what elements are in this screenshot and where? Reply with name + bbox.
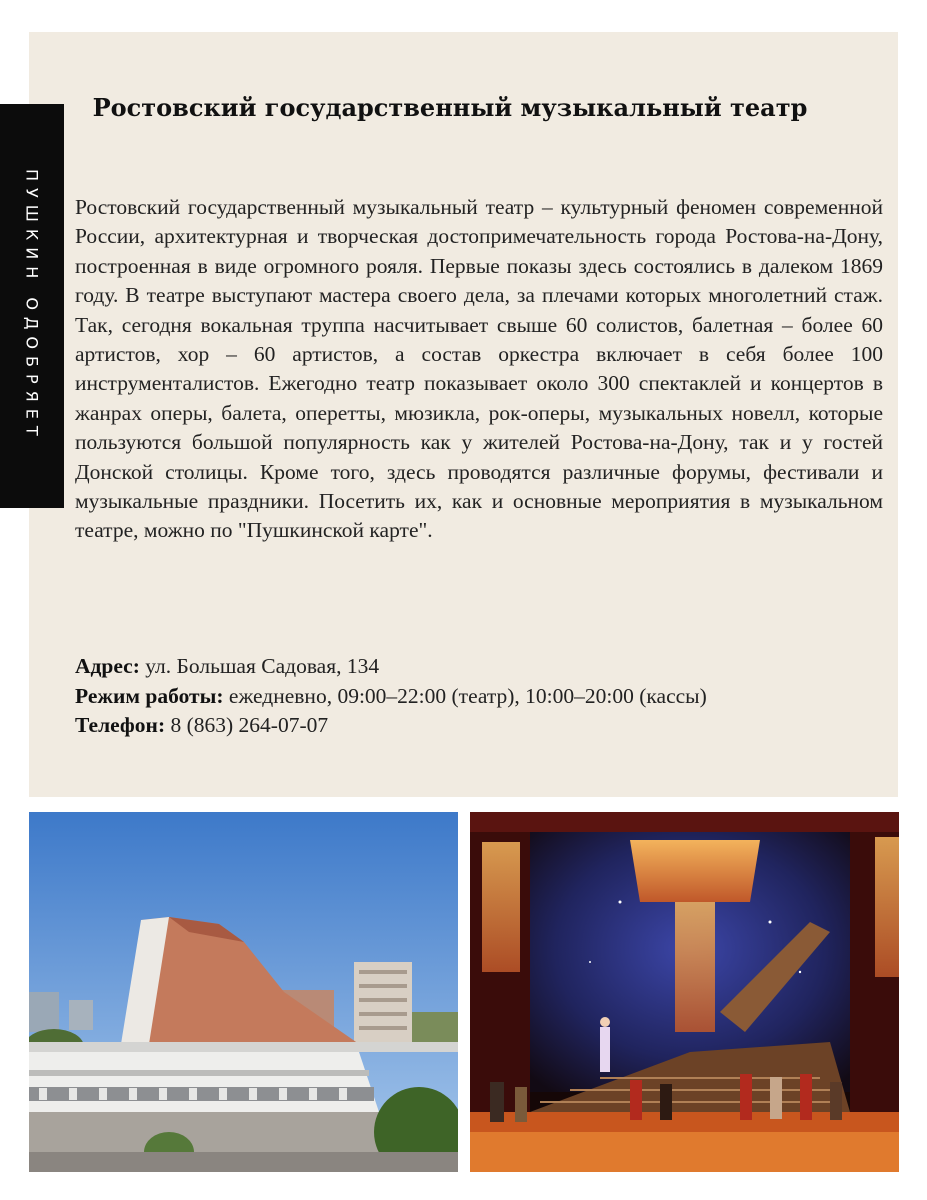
hours-label: Режим работы: (75, 683, 224, 708)
hours-row (75, 682, 895, 712)
stage-performance-photo (470, 812, 899, 1172)
sidebar-label: ПУШКИН ОДОБРЯЕТ (22, 169, 42, 443)
address-value: ул. Большая Садовая, 134 (145, 654, 380, 678)
phone-row (75, 711, 895, 741)
phone-label: Телефон: (75, 713, 166, 737)
theatre-building-photo (29, 812, 458, 1172)
address-label: Адрес: (75, 654, 140, 678)
address-row (75, 652, 895, 682)
page-title: Ростовский государственный музыкальный театр (92, 93, 808, 122)
article-description: Ростовский государственный музыкальный театр – культурный феномен современной России, архитектурная и творческая достопримечательность города Ростова-на-Дону, построенная в виде огромного рояля. Первые показы здесь состоялись в далеком 1869 году. В театре выступают мастера своего дела, за плечами которых многолетний стаж. Так, сегодня вокальная труппа насчитывает свыше 60 солистов, балетная – более 60 артистов, хор – 60 артистов, а состав оркестра включает в себя более 100 инструменталистов. Ежегодно театр показывает около 300 спектаклей и концертов в жанрах оперы, балета, оперетты, мюзикла, рок-оперы, музыкальных новелл, которые пользуются большой популярность как у жителей Ростова-на-Дону, так и у гостей Донской столицы. Кроме того, здесь проводятся различные форумы, фестивали и музыкальные праздники. Посетить их, как и основные мероприятия в музыкальном театре, можно по "Пушкинской карте". (75, 195, 883, 543)
contact-info (75, 652, 895, 741)
sidebar-tab (0, 104, 64, 508)
phone-value: 8 (863) 264-07-07 (170, 713, 329, 737)
hours-value: ежедневно, 09:00–22:00 (театр), 10:00–20:00 (кассы) (228, 683, 707, 708)
